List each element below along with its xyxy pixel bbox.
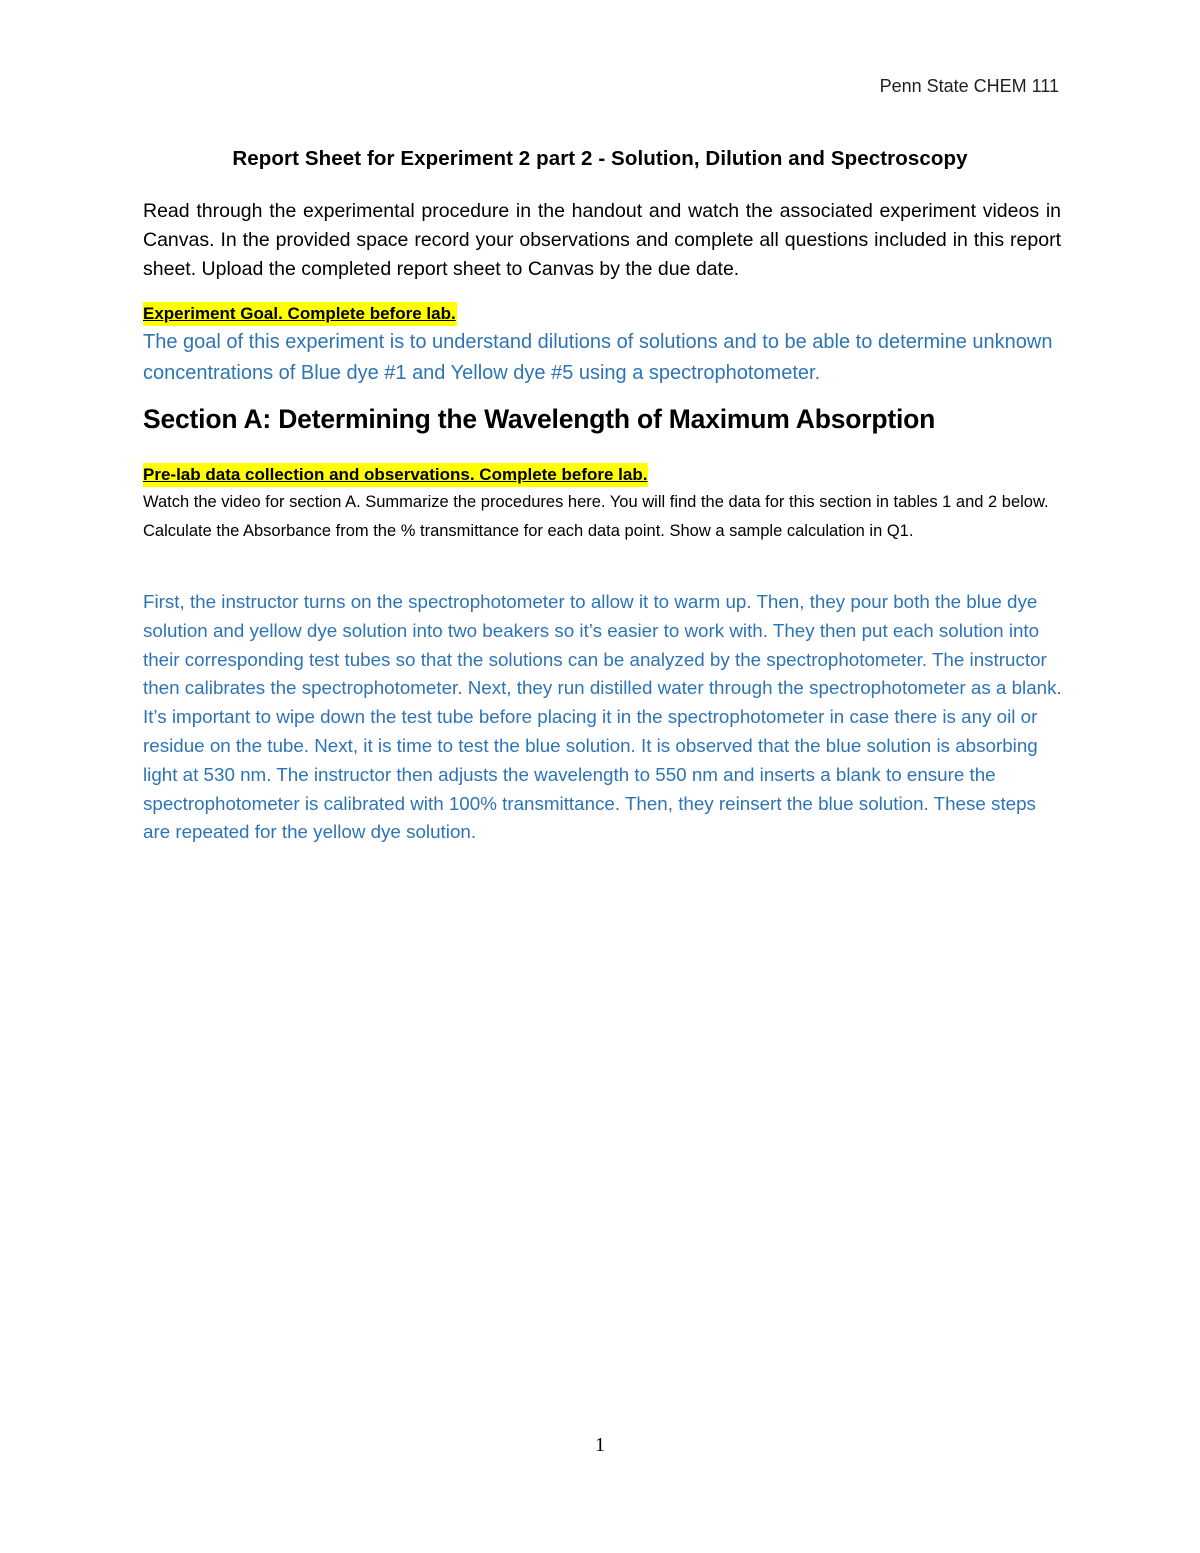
section-a-heading: Section A: Determining the Wavelength of Maximum Absorption bbox=[143, 404, 936, 434]
goal-text: The goal of this experiment is to understand dilutions of solutions and to be able to determine unknown concentrations of Blue dye #1 and Yellow dye #5 using a spectrophotometer. bbox=[143, 331, 1053, 384]
prelab-label: Pre-lab data collection and observations. Complete before lab. bbox=[143, 463, 648, 487]
intro-paragraph: Read through the experimental procedure in the handout and watch the associated experiment videos in Canvas. In the provided space record your observations and complete all questions included in this report sheet. Upload the completed report sheet to Canvas by the due date. bbox=[143, 200, 1061, 280]
course-header: Penn State CHEM 111 bbox=[879, 76, 1059, 96]
goal-label: Experiment Goal. Complete before lab. bbox=[143, 302, 457, 326]
document-title: Report Sheet for Experiment 2 part 2 - Solution, Dilution and Spectroscopy bbox=[232, 147, 968, 170]
procedure-summary: First, the instructor turns on the spectrophotometer to allow it to warm up. Then, they pour both the blue dye solution and yellow dye solution into two beakers so it’s easier to work with. They then put each solution into their corresponding test tubes so that the solutions can be analyzed by the spectrophotometer. The instructor then calibrates the spectrophotometer. Next, they run distilled water through the spectrophotometer as a blank. It’s important to wipe down the test tube before placing it in the spectrophotometer in case there is any oil or residue on the tube. Next, it is time to test the blue solution. It is observed that the blue solution is absorbing light at 530 nm. The instructor then adjusts the wavelength to 550 nm and inserts a blank to ensure the spectrophotometer is calibrated with 100% transmittance. Then, they reinsert the blue solution. These steps are repeated for the yellow dye solution. bbox=[143, 591, 1062, 843]
prelab-instructions: Watch the video for section A. Summarize the procedures here. You will find the data for this section in tables 1 and 2 below. Calculate the Absorbance from the % transmittance for each data point. Show a sample calculation in Q1. bbox=[143, 493, 1049, 540]
page-number: 1 bbox=[595, 1434, 605, 1456]
